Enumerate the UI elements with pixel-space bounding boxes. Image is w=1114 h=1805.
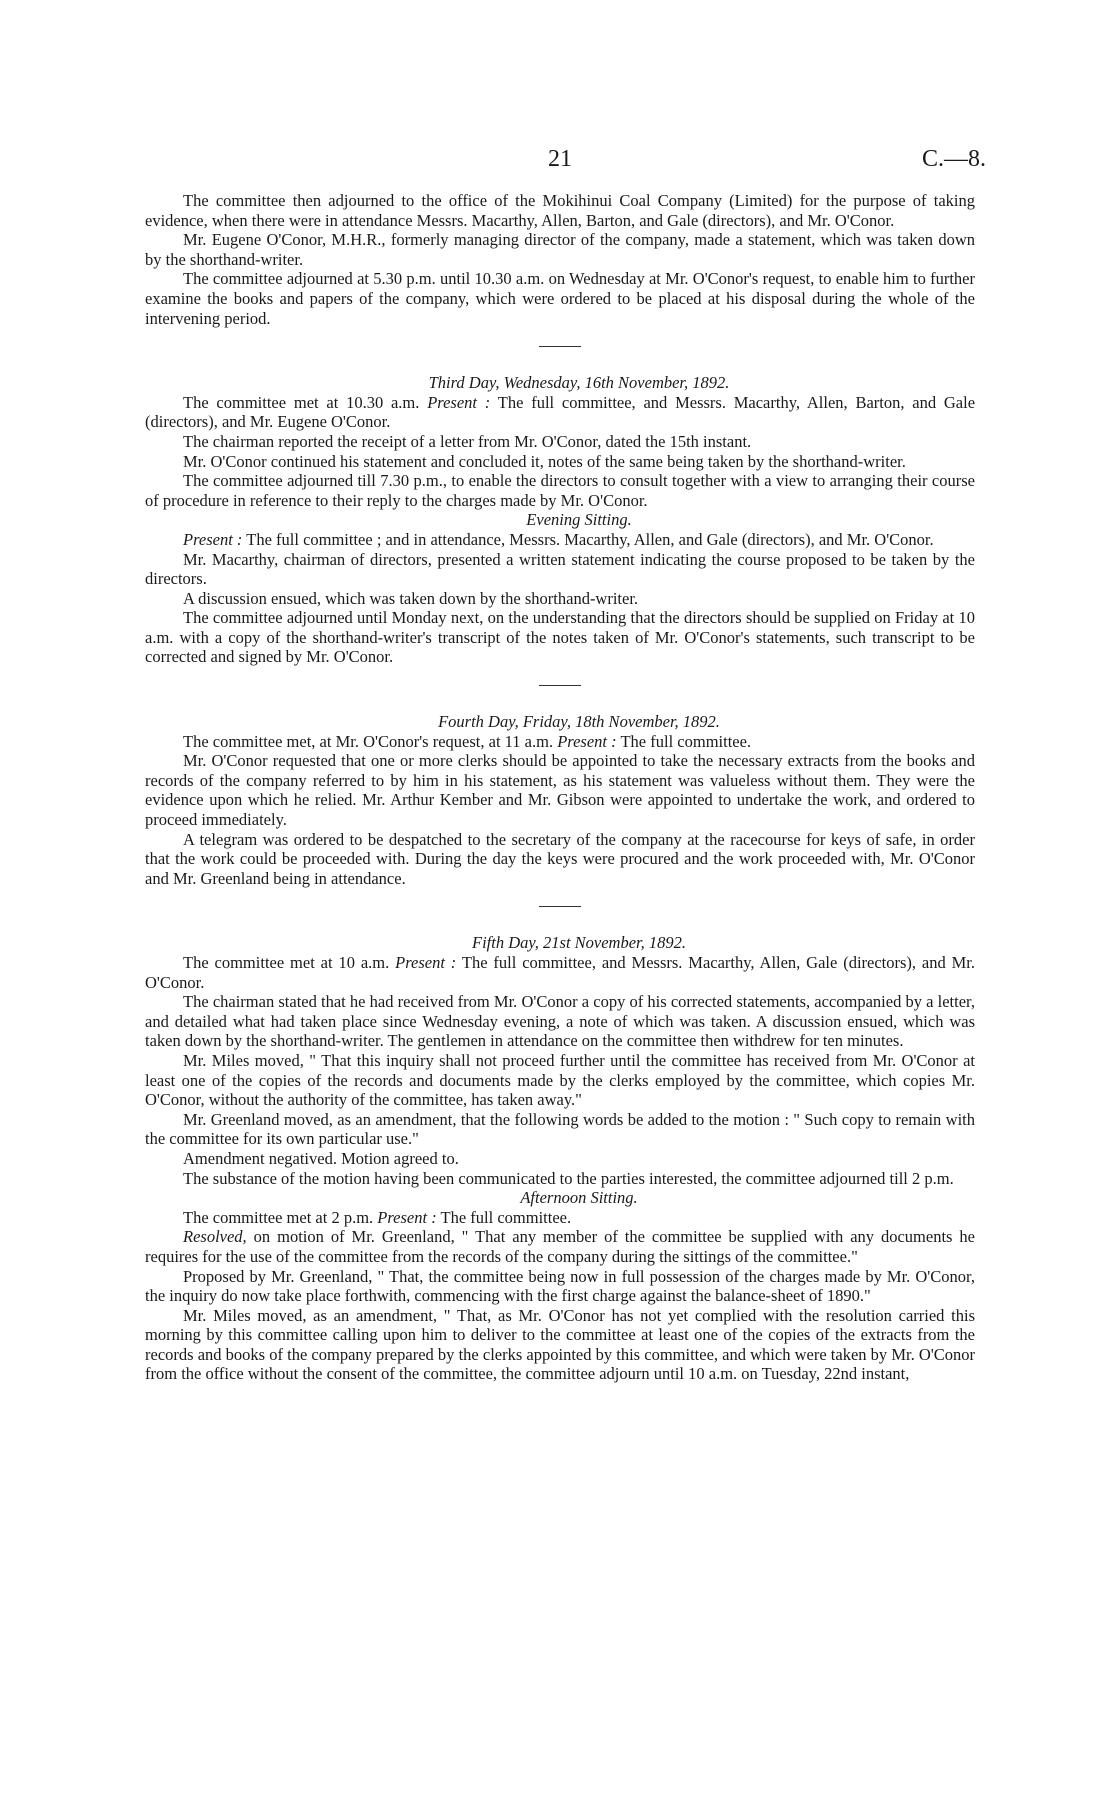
present-label: Present : [183,529,243,549]
paragraph: Amendment negatived. Motion agreed to. [183,1148,459,1168]
paragraph: A discussion ensued, which was taken down by the shorthand-writer. [183,588,639,608]
paragraph: Present : The full committee ; and in attendance, Messrs. Macarthy, Allen, and Gale (directors), and Mr. O'Conor. [183,529,934,549]
present-label: Present : [395,953,457,972]
resolved-label: Resolved, [183,1227,247,1247]
paragraph: The committee adjourned until Monday next, on the understanding that the directors should be supplied on Friday at 10 a.m. with a copy of the shorthand-writer's transcript of the notes taken of Mr. O'Conor's statements, such transcript to be corrected and signed by Mr. O'Conor. [145,608,975,667]
paragraph: Proposed by Mr. Greenland, " That, the committee being now in full possession of the charges made by Mr. O'Conor, the inquiry do now take place forthwith, commencing with the first charge against the balance-sheet of 1890." [145,1266,975,1306]
sub-heading: Evening Sitting. [526,510,632,530]
paragraph: Mr. Greenland moved, as an amendment, that the following words be added to the motion : " Such copy to remain with the committee for its own particular use." [145,1109,975,1149]
sub-heading: Afternoon Sitting. [520,1188,638,1208]
page-number: 21 [548,146,572,172]
paragraph: The committee met at 10 a.m. Present : The full committee, and Messrs. Macarthy, Allen, Gale (directors), and Mr. O'Conor. [145,953,976,992]
paragraph: The committee met at 10.30 a.m. Present : The full committee, and Messrs. Macarthy, Allen, Barton, and Gale (directors), and Mr. Eugene O'Conor. [145,392,976,432]
paragraph: Mr. Miles moved, as an amendment, " That, as Mr. O'Conor has not yet complied with the resolution carried this morning by this committee calling upon him to deliver to the committee at least one of the copies of the extracts from the records and books of the company prepared by the clerks appointed by this committee, and which were taken by Mr. O'Conor from the office without the consent of the committee, the committee adjourn until 10 a.m. on Tuesday, 22nd instant, [145,1305,975,1384]
paragraph: The committee met at 2 p.m. Present : The full committee. [183,1207,572,1227]
paragraph: Mr. Macarthy, chairman of directors, presented a written statement indicating the course proposed to be taken by the directors. [145,549,975,589]
paragraph: Mr. Eugene O'Conor, M.H.R., formerly managing director of the company, made a statement, which was taken down by the shorthand-writer. [145,230,975,269]
page-header [0,146,1114,176]
paragraph: Resolved, on motion of Mr. Greenland, " That any member of the committee be supplied with any documents he requires for the use of the committee from the records of the company during the sittings of the committee." [145,1227,976,1266]
paragraph: The chairman stated that he had received from Mr. O'Conor a copy of his corrected statements, accompanied by a letter, and detailed what had taken place since Wednesday evening, a note of which was taken. A discussion ensued, which was taken down by the shorthand-writer. The gentlemen in attendance on the committee then withdrew for ten minutes. [145,992,975,1051]
paragraph: The committee adjourned at 5.30 p.m. until 10.30 a.m. on Wednesday at Mr. O'Conor's request, to enable him to further examine the books and papers of the company, which were ordered to be placed at his disposal during the whole of the intervening period. [145,269,975,328]
document-body [145,191,975,1384]
paragraph: The chairman reported the receipt of a letter from Mr. O'Conor, dated the 15th instant. [183,431,752,451]
present-label: Present : [557,731,617,751]
section-heading: Third Day, Wednesday, 16th November, 1892. [428,373,730,393]
paragraph: Mr. O'Conor continued his statement and concluded it, notes of the same being taken by the shorthand-writer. [183,451,906,471]
document-reference: C.—8. [921,146,986,172]
paragraph: A telegram was ordered to be despatched to the secretary of the company at the racecourse for keys of safe, in order that the work could be proceeded with. During the day the keys were procured and the work proceeded with, Mr. O'Conor and Mr. Greenland being in attendance. [145,829,975,888]
paragraph: The substance of the motion having been communicated to the parties interested, the committee adjourned till 2 p.m. [183,1168,954,1188]
paragraph: Mr. Miles moved, " That this inquiry shall not proceed further until the committee has received from Mr. O'Conor at least one of the copies of the records and documents made by the clerks employed by the committee, which copies Mr. O'Conor, without the authority of the committee, has taken away." [145,1050,975,1110]
section-heading: Fifth Day, 21st November, 1892. [471,933,687,953]
present-label: Present : [377,1207,437,1227]
paragraph: The committee met, at Mr. O'Conor's request, at 11 a.m. Present : The full committee. [183,731,752,751]
paragraph: Mr. O'Conor requested that one or more clerks should be appointed to take the necessary extracts from the books and records of the company referred to by him in his statement, as his statement was valueless without them. They were the evidence upon which he relied. Mr. Arthur Kember and Mr. Gibson were appointed to undertake the work, and ordered to proceed immediately. [145,751,975,830]
paragraph: The committee then adjourned to the office of the Mokihinui Coal Company (Limited) for the purpose of taking evidence, when there were in attendance Messrs. Macarthy, Allen, Barton, and Gale (directors), and Mr. O'Conor. [145,191,975,230]
section-heading: Fourth Day, Friday, 18th November, 1892. [438,712,720,732]
present-label: Present : [427,392,491,412]
paragraph: The committee adjourned till 7.30 p.m., to enable the directors to consult together with a view to arranging their course of procedure in reference to their reply to the charges made by Mr. O'Conor. [145,471,975,510]
